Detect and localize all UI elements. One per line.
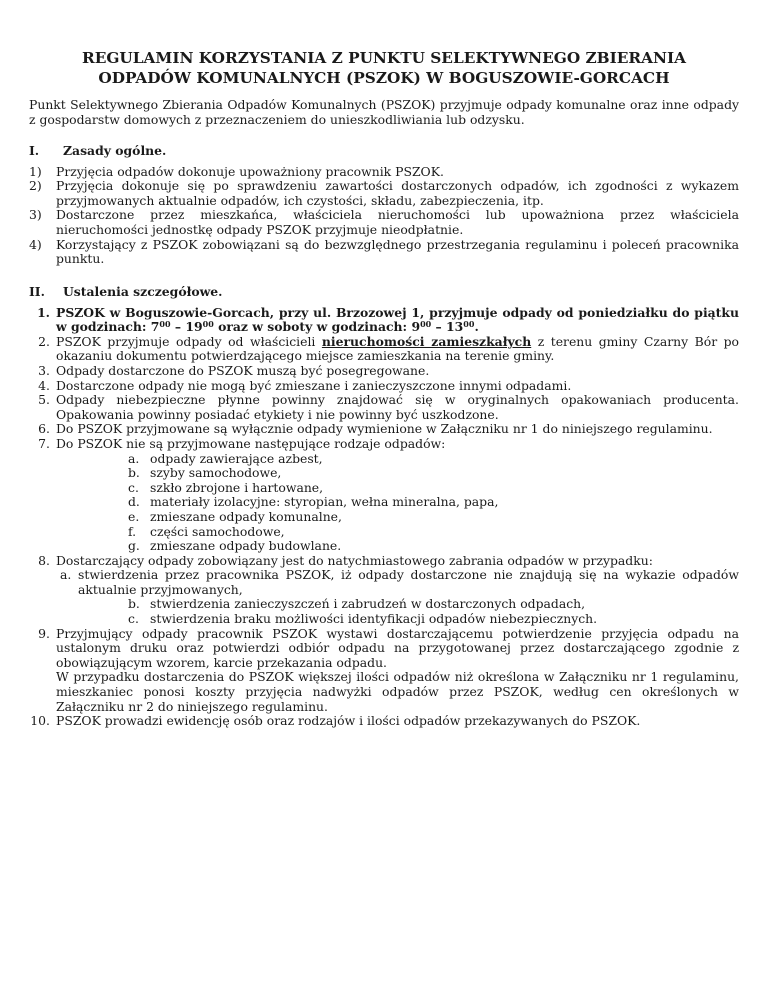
item-number: 6. [38, 421, 50, 437]
list-item [29, 554, 739, 627]
list-item [29, 165, 739, 180]
excluded-waste-list [56, 452, 739, 554]
item-text: Przyjęcia odpadów dokonuje upoważniony pracownik PSZOK. [56, 163, 444, 179]
sub-item [56, 481, 739, 496]
sub-item-letter: a. [60, 567, 72, 583]
detailed-rules-list [29, 306, 739, 729]
title-line-1: REGULAMIN KORZYSTANIA Z PUNKTU SELEKTYWNEGO ZBIERANIA [81, 49, 686, 67]
section-detailed-rules [29, 285, 739, 729]
item-number: 3) [29, 207, 42, 223]
item-number: 5. [38, 392, 50, 408]
list-item [29, 306, 739, 335]
sub-item [56, 539, 739, 554]
item-number: 4) [29, 236, 42, 252]
opening-hours-text: oraz w soboty w godzinach: 9 [213, 319, 421, 335]
item-text: Korzystający z PSZOK zobowiązani są do bezwzględnego przestrzegania regulaminu i poleceń pracownika punktu. [56, 236, 739, 267]
sub-item [56, 452, 739, 467]
sub-item-letter: b. [128, 596, 140, 612]
item-number: 1) [29, 163, 42, 179]
list-item [29, 364, 739, 379]
list-item [29, 208, 739, 237]
sub-item-letter: e. [128, 508, 140, 524]
list-item [29, 393, 739, 422]
time-superscript: 00 [420, 319, 432, 330]
item-number: 3. [38, 362, 50, 378]
sub-item-letter: f. [128, 523, 137, 539]
list-item [29, 627, 739, 715]
item-number: 10. [30, 713, 50, 729]
sub-item [56, 466, 739, 481]
item-number: 9. [38, 625, 50, 641]
item-text: Odpady niebezpieczne płynne powinny znajdować się w oryginalnych opakowaniach producenta. Opakowania powinny posiadać etykiety i nie powinny być uszkodzone. [56, 392, 739, 422]
general-rules-list [29, 165, 739, 267]
sub-item-letter: c. [128, 611, 139, 627]
sub-item [56, 597, 739, 612]
item-text: Do PSZOK przyjmowane są wyłącznie odpady wymienione w Załączniku nr 1 do niniejszego regulaminu. [56, 421, 713, 437]
item-text: z terenu gminy Czarny Bór po okazaniu dokumentu potwierdzającego miejsce zamieszkania na terenie gminy. [56, 333, 740, 364]
time-superscript: 00 [159, 319, 171, 330]
item-number: 8. [38, 552, 50, 568]
sub-item-letter: b. [128, 465, 140, 481]
sub-item-text: szyby samochodowe, [150, 465, 282, 481]
section-general-rules [29, 144, 739, 267]
sub-item-text: stwierdzenia przez pracownika PSZOK, iż odpady dostarczone nie znajdują się na wykazie odpadów aktualnie przyjmowanych, [78, 567, 739, 597]
time-superscript: 00 [463, 319, 475, 330]
section-title: Zasady ogólne. [63, 143, 167, 158]
list-item [29, 379, 739, 394]
item-number: 7. [38, 435, 50, 451]
sub-item-text: zmieszane odpady budowlane. [150, 538, 342, 554]
item-number: 1. [37, 304, 50, 320]
item-text: Dostarczający odpady zobowiązany jest do natychmiastowego zabrania odpadów w przypadku: [56, 552, 653, 568]
item-text: Przyjmujący odpady pracownik PSZOK wystawi dostarczającemu potwierdzenie przyjęcia odpadu na ustalonym druku oraz potwierdzi odbiór odpadu na przygotowanej przez dostarczającego zgodnie z obowiązującym wzorem, karcie przekazania odpadu. [56, 625, 739, 670]
list-item [29, 179, 739, 208]
item-text: Przyjęcia dokonuje się po sprawdzeniu zawartości dostarczonych odpadów, ich zgodności z wykazem przyjmowanych aktualnie odpadów, ich czystości, składu, zabezpieczenia, itp. [56, 178, 739, 208]
section-heading [29, 144, 739, 159]
opening-hours-text: – 19 [170, 319, 203, 335]
list-item [29, 714, 739, 729]
list-item [29, 335, 739, 364]
item-number: 2. [38, 333, 50, 349]
item-text: Odpady dostarczone do PSZOK muszą być posegregowane. [56, 362, 430, 378]
list-item [29, 422, 739, 437]
item-text: Dostarczone przez mieszkańca, właściciela nieruchomości lub upoważniona przez właściciela nieruchomości jednostkę odpady PSZOK przyjmuje nieodpłatnie. [56, 207, 739, 237]
sub-item-text: stwierdzenia zanieczyszczeń i zabrudzeń w dostarczonych odpadach, [150, 596, 586, 612]
title-line-2: ODPADÓW KOMUNALNYCH (PSZOK) W BOGUSZOWIE-GORCACH [98, 69, 670, 87]
section-heading [29, 285, 739, 300]
item-text: Dostarczone odpady nie mogą być zmieszane i zanieczyszczone innymi odpadami. [56, 377, 572, 393]
time-superscript: 00 [202, 319, 214, 330]
sub-item-text: części samochodowe, [150, 523, 285, 539]
sub-item-text: materiały izolacyjne: styropian, wełna mineralna, papa, [150, 494, 499, 510]
removal-cases-list [56, 568, 739, 626]
sub-item-letter: g. [128, 538, 140, 554]
sub-item [56, 612, 739, 627]
sub-item [56, 525, 739, 540]
emphasized-text: nieruchomości zamieszkałych [321, 333, 532, 349]
opening-hours-text: – 13 [431, 319, 464, 335]
opening-hours-text: PSZOK w Boguszowie-Gorcach, przy ul. Brzozowej 1, przyjmuje odpady od poniedziałku do piątku w godzinach: 7 [56, 304, 739, 335]
item-text: Do PSZOK nie są przyjmowane następujące rodzaje odpadów: [56, 435, 446, 451]
item-number: 2) [29, 178, 42, 194]
section-number: I. [29, 143, 40, 158]
sub-item-text: zmieszane odpady komunalne, [150, 508, 342, 524]
list-item [29, 437, 739, 554]
item-text: PSZOK przyjmuje odpady od właścicieli [56, 333, 322, 349]
opening-hours-text: . [474, 319, 479, 335]
item-text-continuation: W przypadku dostarczenia do PSZOK większej ilości odpadów niż określona w Załączniku nr 1 regulaminu, mieszkaniec ponosi koszty przyjęcia nadwyżki odpadów przez PSZOK, według cen określonych w Załączniku nr 2 do niniejszego regulaminu. [56, 669, 739, 714]
intro-paragraph: Punkt Selektywnego Zbierania Odpadów Komunalnych (PSZOK) przyjmuje odpady komunalne oraz inne odpady z gospodarstw domowych z przeznaczeniem do unieszkodliwiania lub odzysku. [29, 97, 739, 127]
sub-item-letter: a. [128, 450, 140, 466]
section-number: II. [29, 284, 45, 299]
sub-item-text: odpady zawierające azbest, [150, 450, 323, 466]
sub-item [56, 510, 739, 525]
sub-item-text: szkło zbrojone i hartowane, [150, 479, 324, 495]
item-number: 4. [38, 377, 50, 393]
sub-item [56, 568, 739, 597]
sub-item-text: stwierdzenia braku możliwości identyfikacji odpadów niebezpiecznych. [150, 611, 598, 627]
sub-item-letter: c. [128, 479, 139, 495]
sub-item [56, 495, 739, 510]
item-text: PSZOK prowadzi ewidencję osób oraz rodzajów i ilości odpadów przekazywanych do PSZOK. [56, 713, 641, 729]
sub-item-letter: d. [128, 494, 140, 510]
section-title: Ustalenia szczegółowe. [63, 284, 223, 299]
document-title [40, 48, 728, 88]
list-item [29, 238, 739, 267]
